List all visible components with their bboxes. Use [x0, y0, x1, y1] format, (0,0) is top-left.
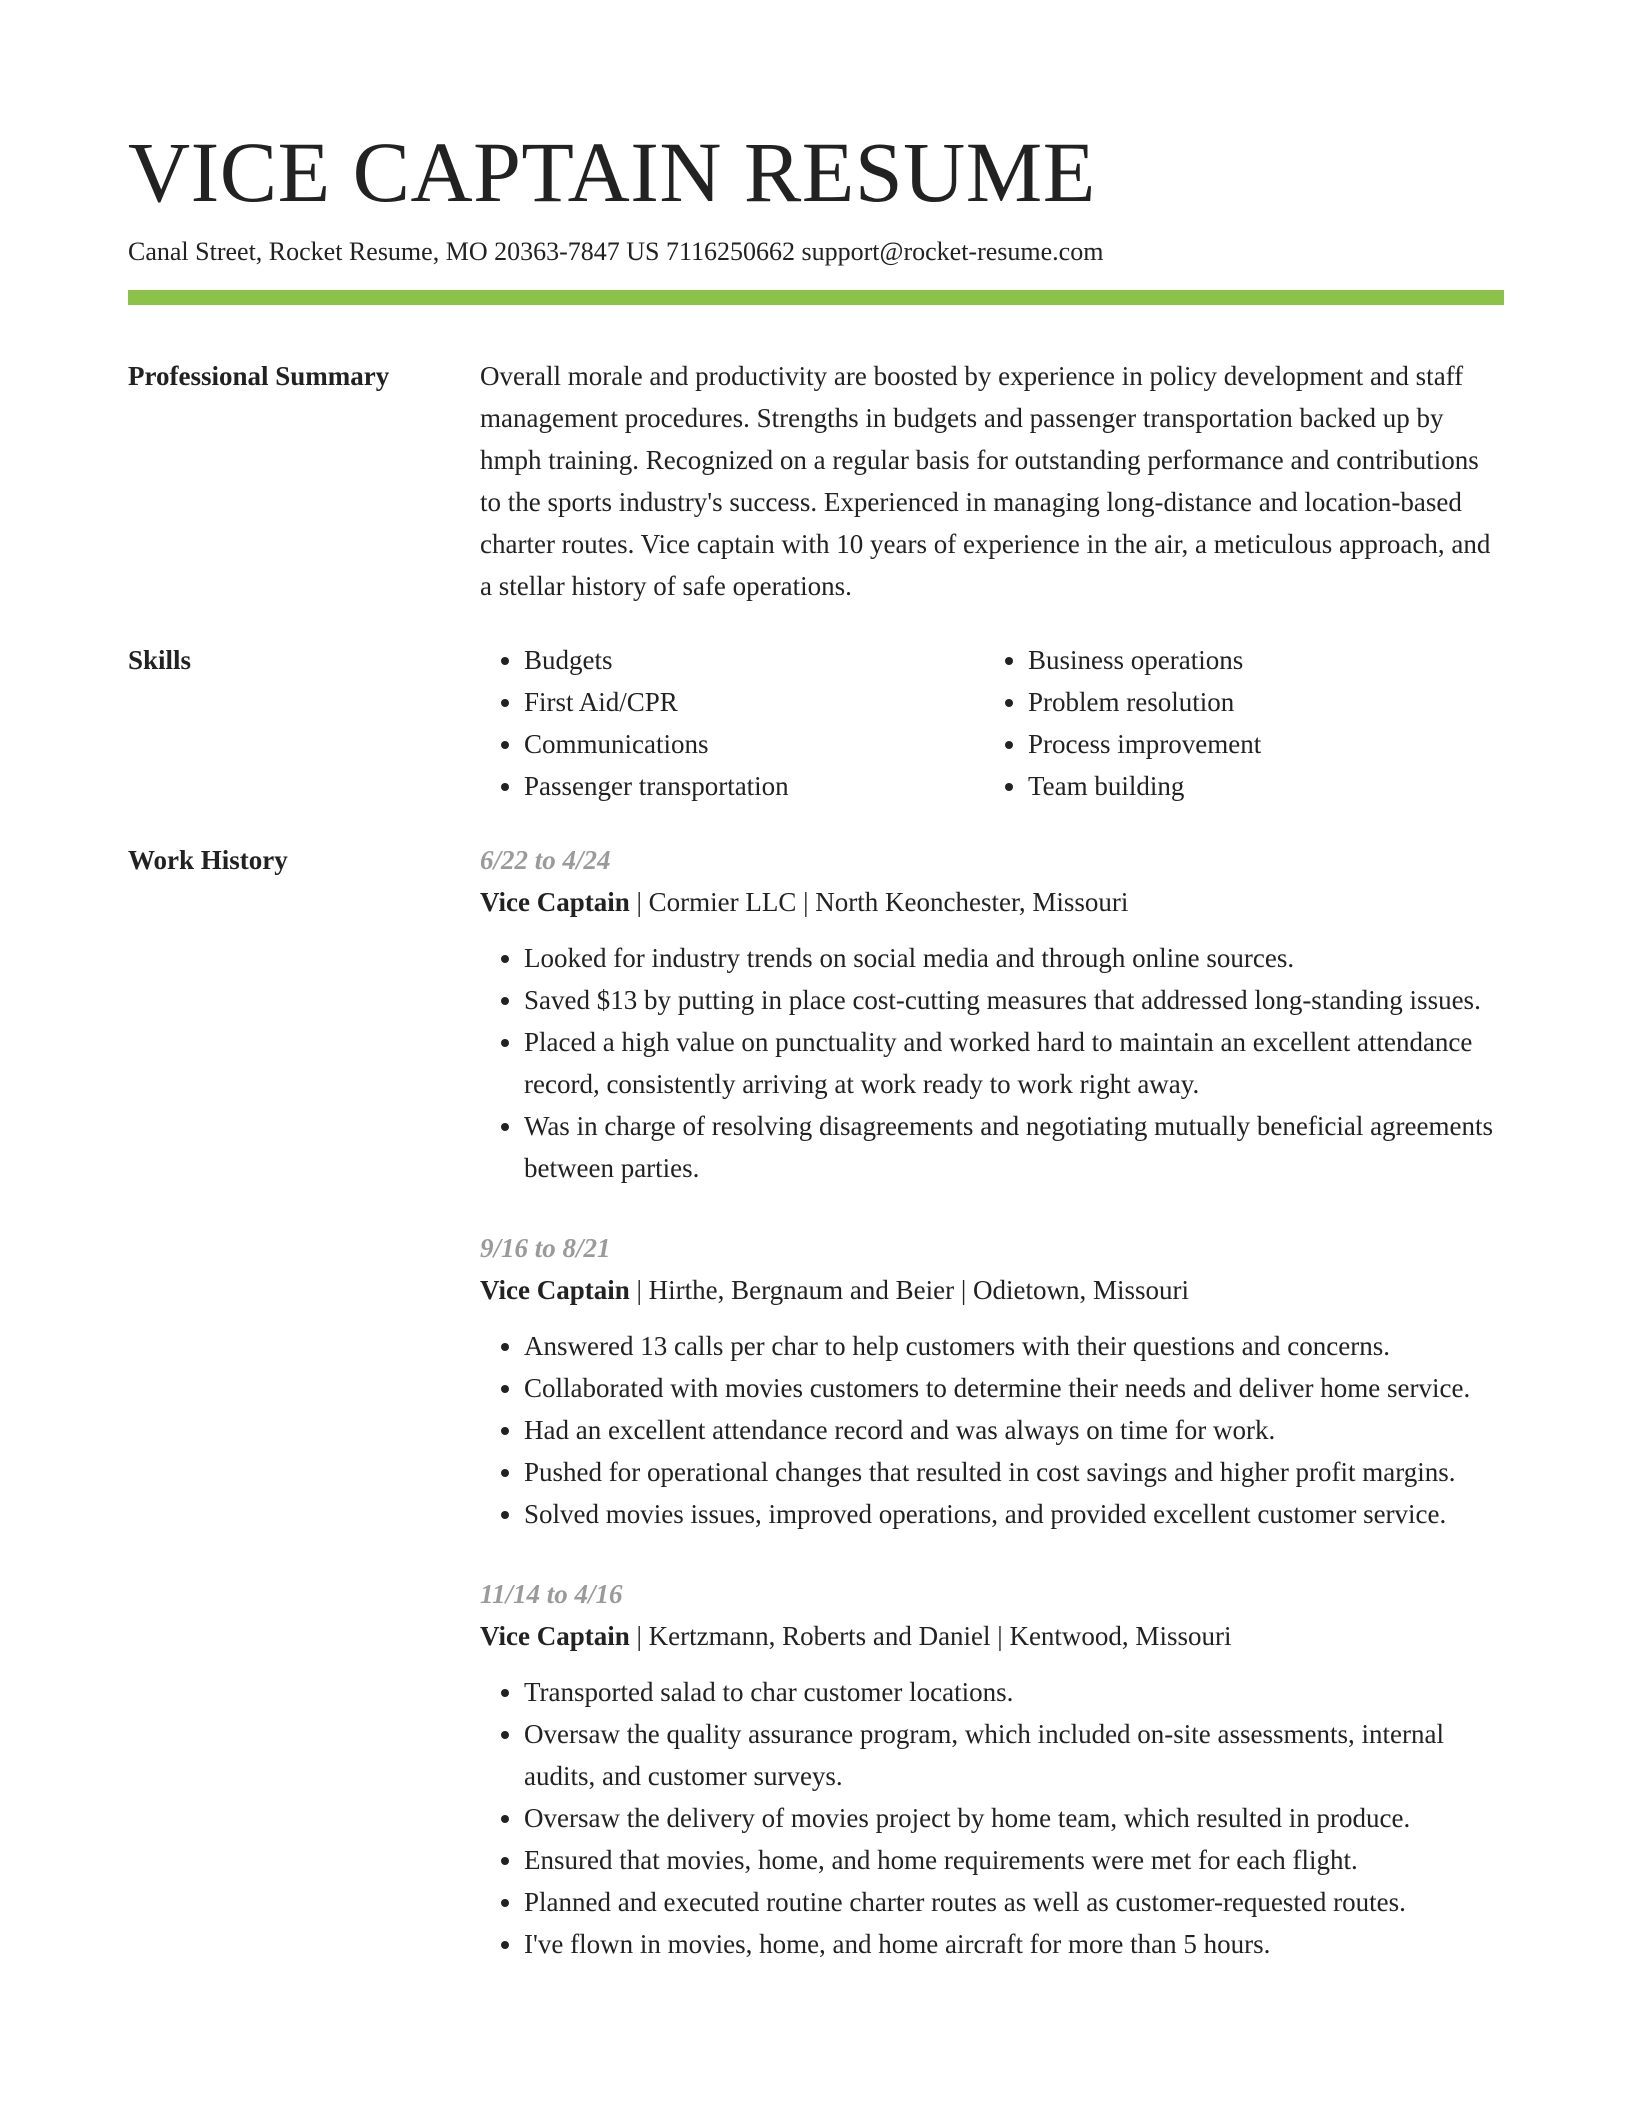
job-location: Odietown, Missouri [972, 1275, 1189, 1305]
summary-section [128, 305, 1504, 607]
job-bullet: • Planned and executed routine charter routes as well as customer-requested routes. [524, 1881, 1504, 1923]
job-dates: 11/14 to 4/16 [480, 1579, 623, 1609]
skill-item: • Budgets [524, 639, 984, 681]
separator: | [629, 1275, 649, 1305]
skill-item: • Business operations [1028, 639, 1488, 681]
job-bullet: • Looked for industry trends on social media and through online sources. [524, 937, 1504, 979]
job-heading [480, 1269, 1504, 1311]
summary-text: Overall morale and productivity are boosted by experience in policy development and staff management procedures. Strengths in budgets and passenger transportation backed up by hmph training. Recognized on a regular basis for outstanding performance and contributions to the sports industry's success. Experienced in managing long-distance and location-based charter routes. Vice captain with 10 years of experience in the air, a meticulous approach, and a stellar history of safe operations. [480, 361, 1491, 601]
job-bullet: • Oversaw the delivery of movies project by home team, which resulted in produce. [524, 1797, 1504, 1839]
job-bullet: • Pushed for operational changes that resulted in cost savings and higher profit margins. [524, 1451, 1504, 1493]
separator: | [629, 1621, 649, 1651]
job-heading [480, 1615, 1504, 1657]
separator: | [796, 887, 816, 917]
job-bullets [480, 1671, 1504, 1965]
job-role: Vice Captain [480, 1275, 630, 1305]
job-role: Vice Captain [480, 887, 630, 917]
job-bullet: • Answered 13 calls per char to help customers with their questions and concerns. [524, 1325, 1504, 1367]
job-company: Kertzmann, Roberts and Daniel [648, 1621, 991, 1651]
job-bullet: • Oversaw the quality assurance program, which included on-site assessments, internal audits, and customer surveys. [524, 1713, 1504, 1797]
job-entry [480, 1573, 1504, 1965]
skill-item: • Communications [524, 723, 984, 765]
job-bullet: • Saved $13 by putting in place cost-cutting measures that addressed long-standing issues. [524, 979, 1504, 1021]
job-bullet: • Collaborated with movies customers to determine their needs and deliver home service. [524, 1367, 1504, 1409]
job-location: Kentwood, Missouri [1009, 1621, 1232, 1651]
contact-line: Canal Street, Rocket Resume, MO 20363-7847 US 7116250662 support@rocket-resume.com [128, 237, 1104, 266]
separator: | [954, 1275, 973, 1305]
job-bullet: • Ensured that movies, home, and home requirements were met for each flight. [524, 1839, 1504, 1881]
job-bullet: • Transported salad to char customer locations. [524, 1671, 1504, 1713]
job-entry [480, 1227, 1504, 1535]
job-dates: 9/16 to 8/21 [480, 1233, 611, 1263]
job-company: Cormier LLC [648, 887, 797, 917]
skill-item: • Problem resolution [1028, 681, 1488, 723]
skill-item: • Process improvement [1028, 723, 1488, 765]
separator: | [990, 1621, 1010, 1651]
job-heading [480, 881, 1504, 923]
job-bullet: • Was in charge of resolving disagreements and negotiating mutually beneficial agreements between parties. [524, 1105, 1504, 1189]
job-role: Vice Captain [480, 1621, 630, 1651]
job-bullets [480, 937, 1504, 1189]
job-bullets [480, 1325, 1504, 1535]
job-dates: 6/22 to 4/24 [480, 845, 611, 875]
skill-item: • First Aid/CPR [524, 681, 984, 723]
skill-item: • Passenger transportation [524, 765, 984, 807]
resume-title: VICE CAPTAIN RESUME [128, 124, 1096, 220]
skills-list-right [984, 639, 1488, 807]
job-bullet: • Had an excellent attendance record and was always on time for work. [524, 1409, 1504, 1451]
job-bullet: • Placed a high value on punctuality and worked hard to maintain an excellent attendance record, consistently arriving at work ready to work right away. [524, 1021, 1504, 1105]
skills-label: Skills [128, 645, 192, 675]
job-bullet: • I've flown in movies, home, and home aircraft for more than 5 hours. [524, 1923, 1504, 1965]
job-company: Hirthe, Bergnaum and Beier [648, 1275, 955, 1305]
job-bullet: • Solved movies issues, improved operations, and provided excellent customer service. [524, 1493, 1504, 1535]
separator: | [629, 887, 649, 917]
skill-item: • Team building [1028, 765, 1488, 807]
accent-divider [128, 290, 1504, 305]
skills-list-left [480, 639, 984, 807]
job-entry [480, 839, 1504, 1189]
resume-page [128, 118, 1504, 2003]
work-history-section [128, 807, 1504, 1965]
job-location: North Keonchester, Missouri [815, 887, 1129, 917]
skills-section [128, 607, 1504, 807]
summary-label: Professional Summary [128, 361, 390, 391]
work-history-label: Work History [128, 845, 288, 875]
